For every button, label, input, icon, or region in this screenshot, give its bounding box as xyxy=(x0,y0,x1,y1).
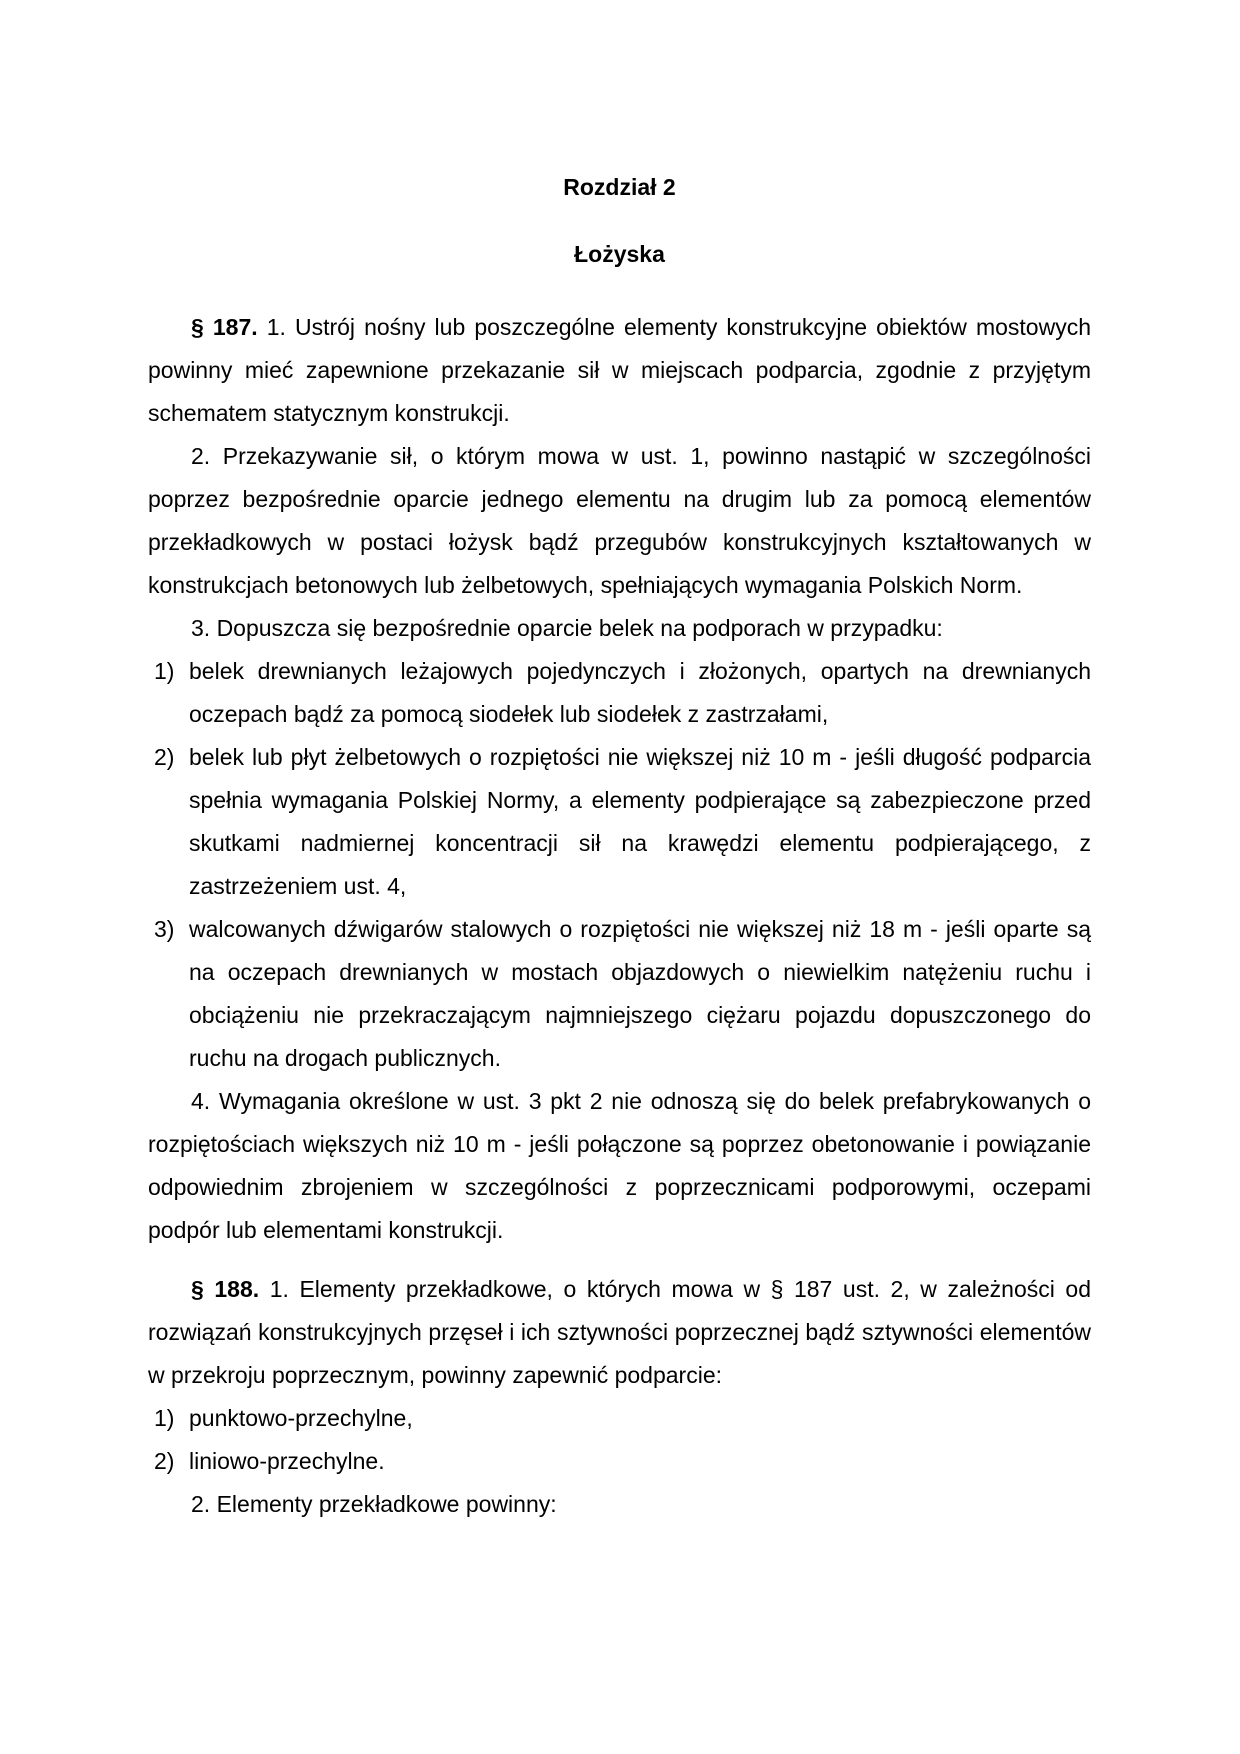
s187-p1-text: 1. Ustrój nośny lub poszczególne elementy konstrukcyjne obiektów mostowych powinny mieć zapewnione przekazanie sił w miejscach podparcia, zgodnie z przyjętym schematem statycznym konstrukcji. xyxy=(148,314,1092,426)
list-item-text: belek drewnianych leżajowych pojedynczych i złożonych, opartych na drewnianych oczepach bądź za pomocą siodełek lub siodełek z zastrzałami, xyxy=(189,658,1091,727)
list-item-text: liniowo-przechylne. xyxy=(189,1448,385,1474)
list-item-number: 2) xyxy=(154,1448,175,1474)
list-item-number: 1) xyxy=(154,1405,175,1431)
list-item xyxy=(148,650,1091,736)
list-item-number: 1) xyxy=(154,658,175,684)
list-item-text: walcowanych dźwigarów stalowych o rozpiętości nie większej niż 18 m - jeśli oparte są na oczepach drewnianych w mostach objazdowych o niewielkim natężeniu ruchu i obciążeniu nie przekraczającym najmniejszego ciężaru pojazdu dopuszczonego do ruchu na drogach publicznych. xyxy=(189,916,1091,1071)
list-item-number: 2) xyxy=(154,744,175,770)
s187-section-sign: § 187. xyxy=(191,314,258,340)
list-item-text: belek lub płyt żelbetowych o rozpiętości nie większej niż 10 m - jeśli długość podparcia spełnia wymagania Polskiej Normy, a elementy podpierające są zabezpieczone przed skutkami nadmiernej koncentracji sił na krawędzi elementu podpierającego, z zastrzeżeniem ust. 4, xyxy=(189,744,1091,899)
s188-p1-text: 1. Elementy przekładkowe, o których mowa w § 187 ust. 2, w zależności od rozwiązań konstrukcyjnych przęseł i ich sztywności poprzecznej bądź sztywności elementów w przekroju poprzecznym, powinny zapewnić podparcie: xyxy=(148,1276,1092,1388)
s187-paragraph-3: 3. Dopuszcza się bezpośrednie oparcie belek na podporach w przypadku: xyxy=(191,615,943,641)
list-item xyxy=(148,1440,1091,1483)
s187-paragraph-2: 2. Przekazywanie sił, o którym mowa w ust. 1, powinno nastąpić w szczególności poprzez bezpośrednie oparcie jednego elementu na drugim lub za pomocą elementów przekładkowych w postaci łożysk bądź przegubów konstrukcyjnych kształtowanych w konstrukcjach betonowych lub żelbetowych, spełniających wymagania Polskich Norm. xyxy=(148,443,1091,598)
document-body xyxy=(148,306,1091,1526)
list-item-text: punktowo-przechylne, xyxy=(189,1405,413,1431)
list-item-number: 3) xyxy=(154,916,175,942)
s187-paragraph-4: 4. Wymagania określone w ust. 3 pkt 2 nie odnoszą się do belek prefabrykowanych o rozpiętościach większych niż 10 m - jeśli połączone są poprzez obetonowanie i powiązanie odpowiednim zbrojeniem w szczególności z poprzecznicami podporowymi, oczepami podpór lub elementami konstrukcji. xyxy=(148,1088,1091,1243)
s188-paragraph-1 xyxy=(148,1268,1091,1397)
list-item xyxy=(148,1397,1091,1440)
chapter-heading: Rozdział 2 xyxy=(563,174,676,200)
s187-paragraph-1 xyxy=(148,306,1091,435)
list-item xyxy=(148,736,1091,908)
s188-section-sign: § 188. xyxy=(191,1276,260,1302)
list-item xyxy=(148,908,1091,1080)
chapter-title: Łożyska xyxy=(574,241,665,267)
s188-paragraph-2: 2. Elementy przekładkowe powinny: xyxy=(191,1491,557,1517)
